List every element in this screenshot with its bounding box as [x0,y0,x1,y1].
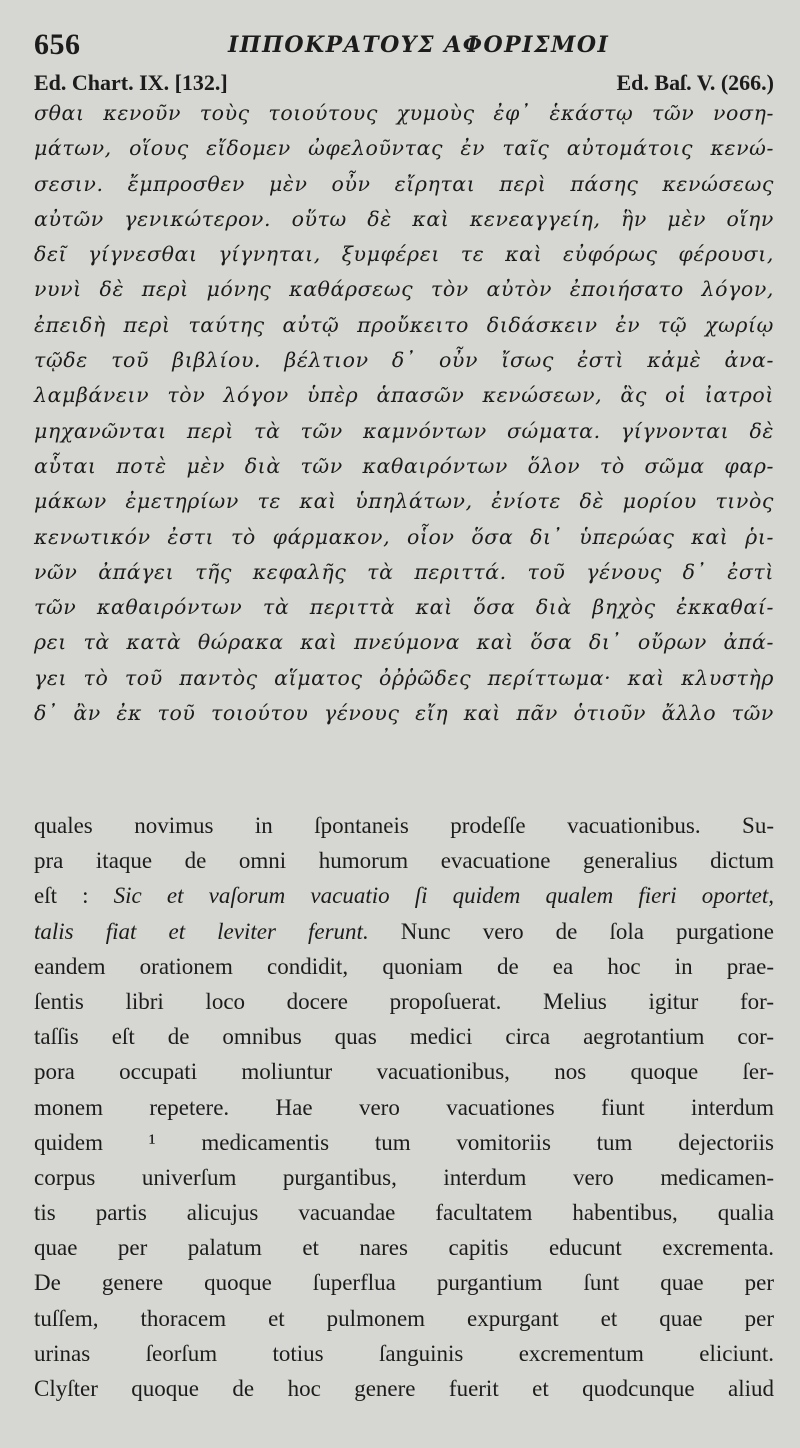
latin-line [34,914,774,949]
latin-line: monem repetere. Hae vero vacuationes fiunt interdum [34,1094,774,1120]
latin-line: ſentis libri loco docere propoſuerat. Melius igitur for- [34,988,774,1014]
greek-line: ρει τὰ κατὰ θώρακα καὶ πνεύμονα καὶ ὅσα δι᾽ οὔρων ἀπά- [34,630,774,655]
edition-chart-ref: Ed. Chart. IX. [132.] [34,70,228,95]
latin-text: Nunc vero de ſola purgatione [368,918,774,944]
greek-line: λαμβάνειν τὸν λόγον ὑπὲρ ἁπασῶν κενώσεων, ἃς οἱ ἰατροὶ [34,383,774,408]
greek-line: μηχανῶνται περὶ τὰ τῶν καμνόντων σώματα. γίγνονται δὲ [34,418,774,443]
latin-line: taſſis eſt de omnibus quas medici circa aegrotantium cor- [34,1024,774,1050]
latin-line: quidem ¹ medicamentis tum vomitoriis tum dejectoriis [34,1129,774,1155]
latin-line: corpus univerſum purgantibus, interdum vero medicamen- [34,1164,774,1190]
latin-line: De genere quoque ſuperflua purgantium ſunt quae per [34,1270,774,1296]
greek-line: τῷδε τοῦ βιβλίου. βέλτιον δ᾽ οὖν ἴσως ἐστὶ κἀμὲ ἀνα- [34,348,774,373]
latin-line: quales novimus in ſpontaneis prodeſſe vacuationibus. Su- [34,813,774,838]
greek-line: μάτων, οἵους εἴδομεν ὠφελοῦντας ἐν ταῖς αὐτομάτοις κενώ- [34,136,774,161]
greek-line: αὐτῶν γενικώτερον. οὕτω δὲ καὶ κενεαγγείη, ἣν μὲν οἵην [34,206,774,231]
greek-line: νυνὶ δὲ περὶ μόνης καθάρσεως τὸν αὐτὸν ἐποιήσατο λόγον, [34,277,774,302]
greek-line: σθαι κενοῦν τοὺς τοιούτους χυμοὺς ἐφ᾽ ἑκάστῳ τῶν νοση- [34,101,774,125]
greek-line: ἐπειδὴ περὶ ταύτης αὐτῷ προὔκειτο διδάσκειν ἐν τῷ χωρίῳ [34,312,774,337]
latin-quote-italic: talis fiat et leviter ferunt. [34,918,369,944]
greek-line: νῶν ἀπάγει τῆς κεφαλῆς τὰ περιττά. τοῦ γένους δ᾽ ἐστὶ [34,559,774,584]
latin-line: tuſſem, thoracem et pulmonem expurgant et quae per [34,1305,774,1331]
latin-line [34,878,774,913]
latin-quote-italic: Sic et vaſorum vacuatio ſi quidem qualem fieri oportet, [113,883,774,909]
greek-line: μάκων ἐμετηρίων τε καὶ ὑπηλάτων, ἐνίοτε δὲ μορίου τινὸς [34,489,774,514]
page-number: 656 [34,28,81,61]
greek-line: σεσιν. ἔμπροσθεν μὲν οὖν εἴρηται περὶ πάσης κενώσεως [34,171,774,196]
latin-line: quae per palatum et nares capitis educunt excrementa. [34,1235,774,1261]
running-title: ΙΠΠΟΚΡΑΤΟΥΣ ΑΦΟΡΙΣΜΟΙ [228,32,610,58]
latin-line: pora occupati moliuntur vacuationibus, nos quoque ſer- [34,1059,774,1085]
page-header [34,28,774,64]
latin-line: tis partis alicujus vacuandae facultatem habentibus, qualia [34,1200,774,1226]
latin-text-block [34,808,774,1406]
edition-basel-ref: Ed. Baſ. V. (266.) [616,70,774,95]
greek-line: κενωτικόν ἐστι τὸ φάρμακον, οἷον ὅσα δι᾽ ὑπερώας καὶ ῥι- [34,524,774,549]
latin-line: pra itaque de omni humorum evacuatione generalius dictum [34,848,774,874]
greek-line: αὗται ποτὲ μὲν διὰ τῶν καθαιρόντων ὅλον τὸ σῶμα φαρ- [34,453,774,478]
latin-line: Clyſter quoque de hoc genere fuerit et quodcunque aliud [34,1376,774,1401]
latin-text: eſt : [34,883,114,909]
greek-line: δ᾽ ἂν ἐκ τοῦ τοιούτου γένους εἴη καὶ πᾶν ὁτιοῦν ἄλλο τῶν [34,701,774,726]
greek-line: γει τὸ τοῦ παντὸς αἵματος ὀῤῥῶδες περίττωμα· καὶ κλυστὴρ [34,665,774,690]
latin-line: eandem orationem condidit, quoniam de ea hoc in prae- [34,953,774,979]
latin-line: urinas ſeorſum totius ſanguinis excrementum eliciunt. [34,1340,774,1366]
greek-line: δεῖ γίγνεσθαι γίγνηται, ξυμφέρει τε καὶ εὐφόρως φέρουσι, [34,242,774,267]
greek-text-block [34,96,774,731]
greek-line: τῶν καθαιρόντων τὰ περιττὰ καὶ ὅσα διὰ βηχὸς ἐκκαθαί- [34,595,774,620]
